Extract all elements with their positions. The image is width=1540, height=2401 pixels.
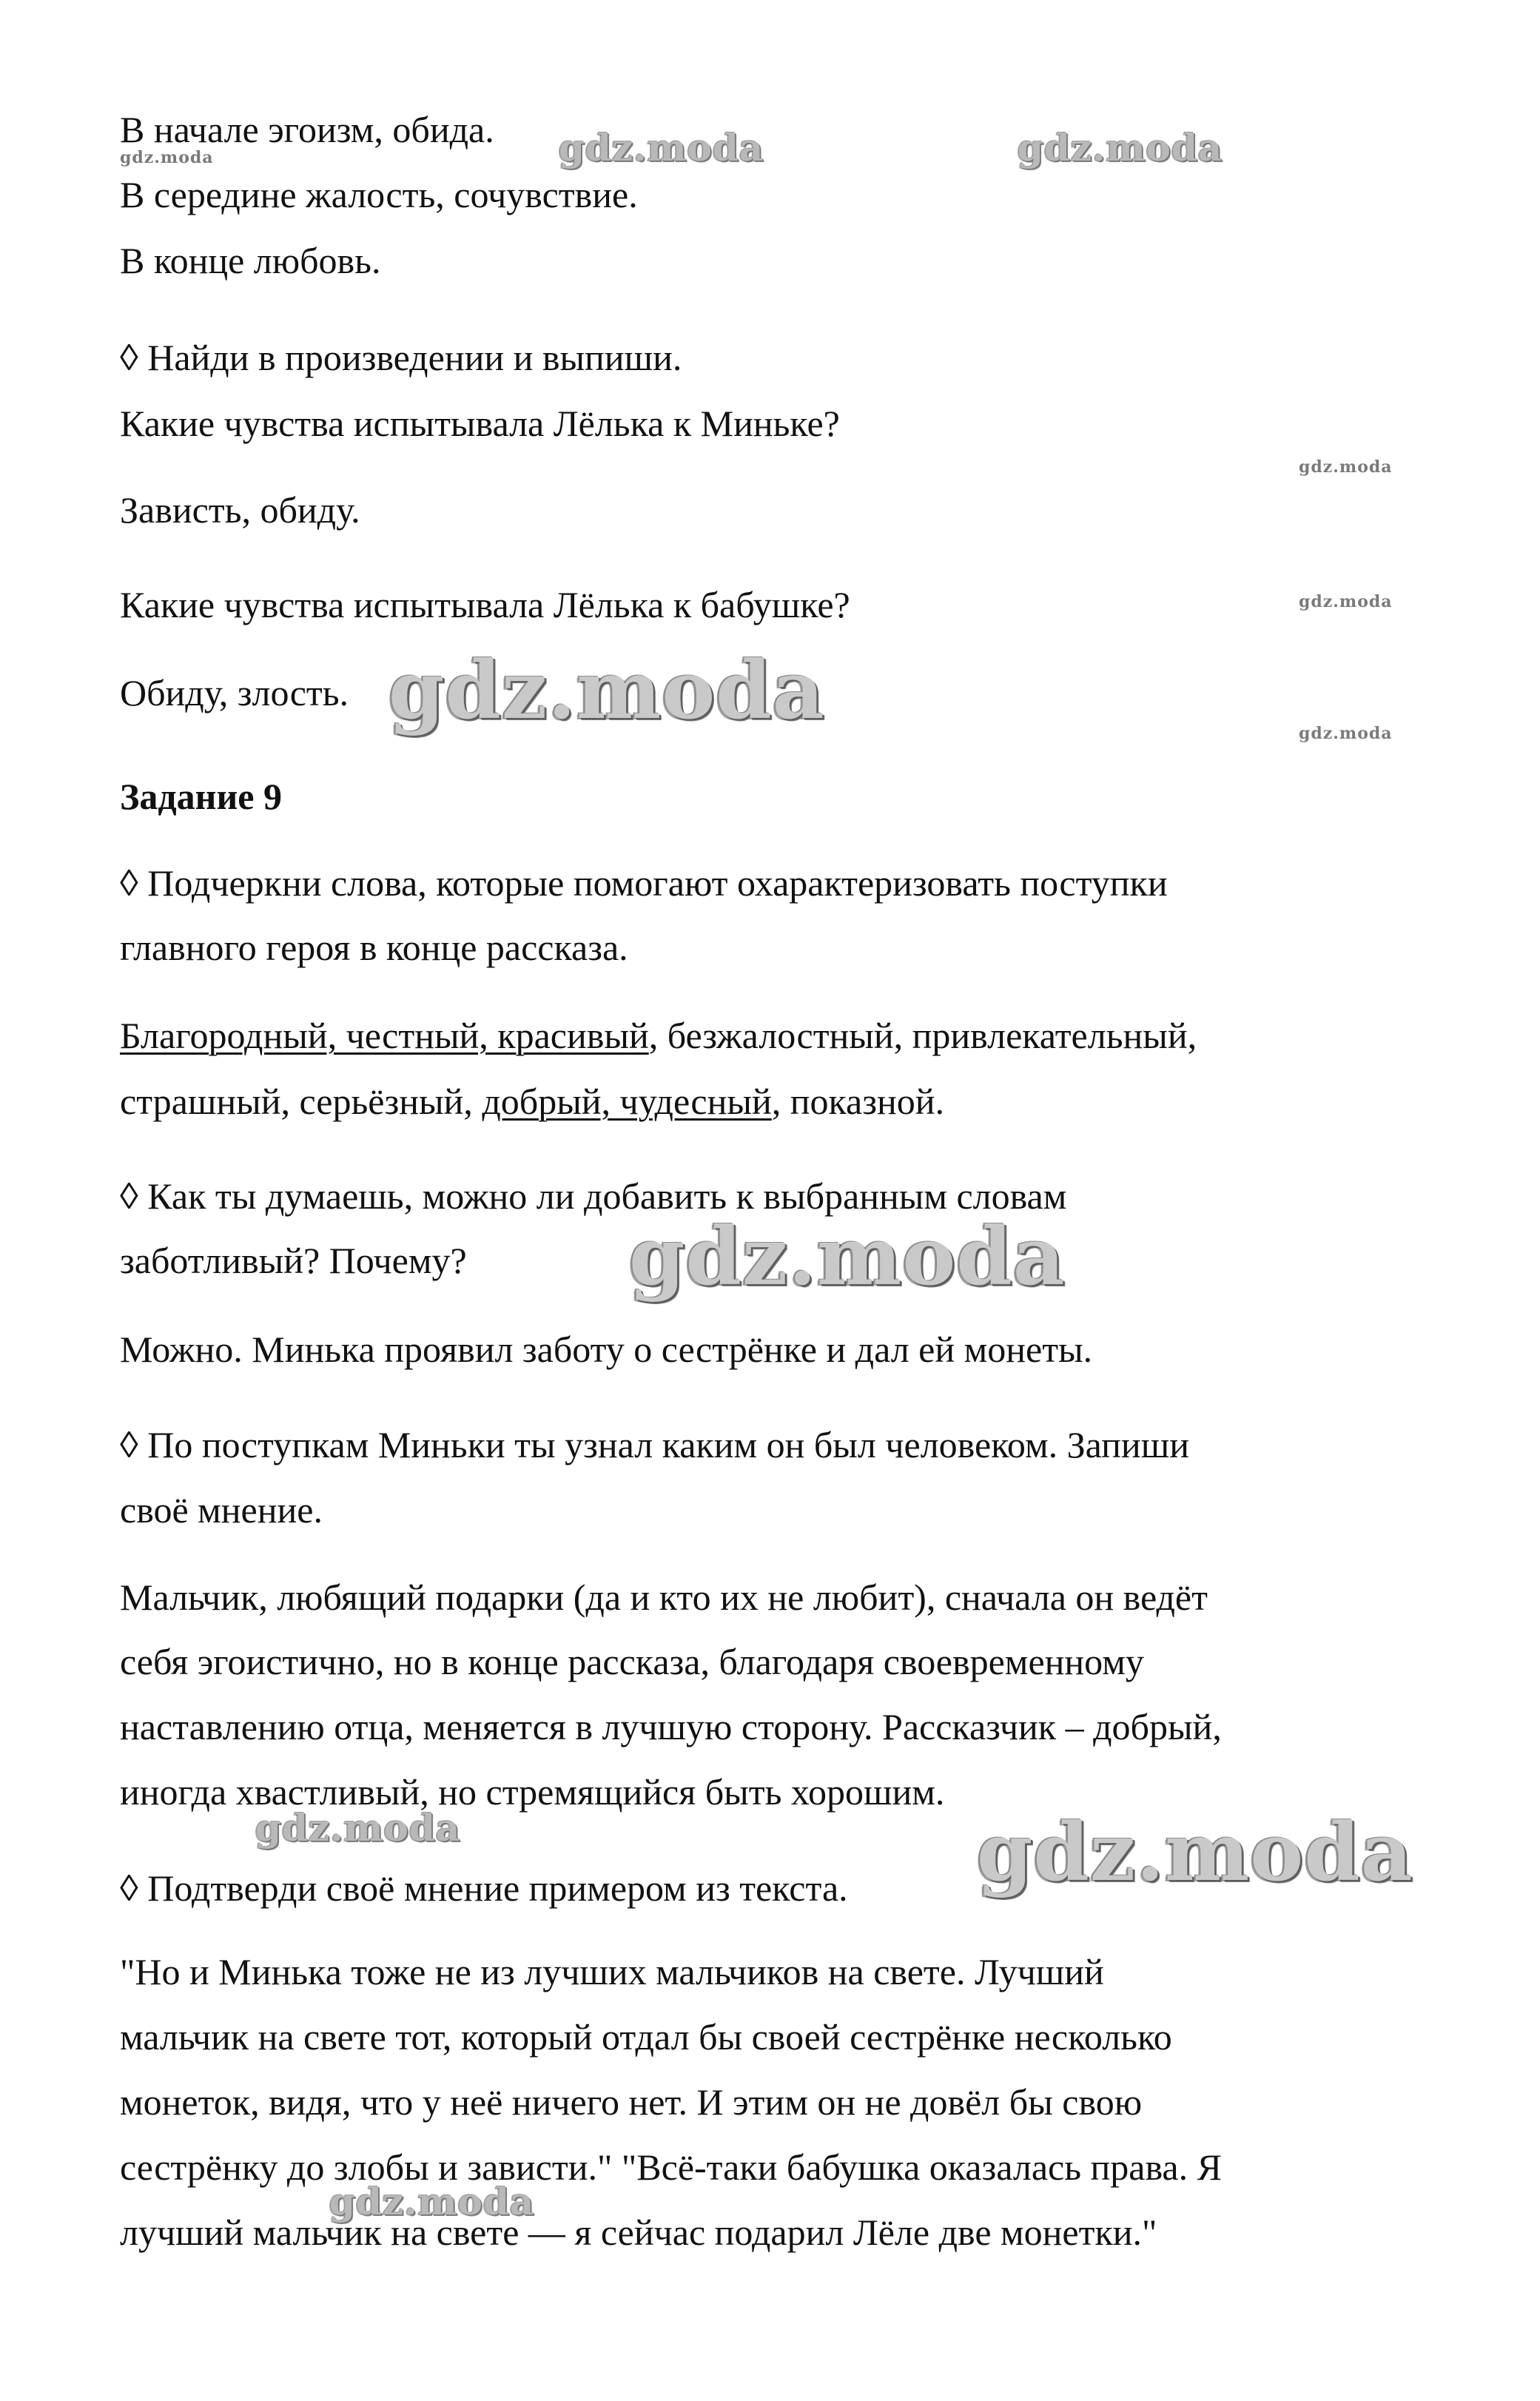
question-line: главного героя в конце рассказа.	[120, 927, 628, 968]
watermark: gdz.moda	[1018, 126, 1223, 169]
answer-line: наставлению отца, меняется в лучшую сторону. Рассказчик – добрый,	[120, 1706, 1222, 1747]
answer-line: Зависть, обиду.	[120, 489, 360, 531]
watermark: gdz.moda	[389, 644, 825, 737]
plain-words: , безжалостный, привлекательный,	[648, 1015, 1197, 1056]
answer-line: Обиду, злость.	[120, 672, 349, 713]
watermark: gdz.moda	[329, 2180, 535, 2223]
answer-line	[120, 1013, 1197, 1058]
task-heading: Задание 9	[120, 776, 282, 817]
answer-line: Мальчик, любящий подарки (да и кто их не любит), сначала он ведёт	[120, 1576, 1208, 1618]
text-line: В начале эгоизм, обида.	[120, 109, 494, 150]
question-line: заботливый? Почему?	[120, 1240, 467, 1281]
text-line: В конце любовь.	[120, 240, 381, 281]
answer-line	[120, 1079, 944, 1124]
watermark: gdz.moda	[977, 1806, 1413, 1899]
watermark: gdz.moda	[629, 1210, 1066, 1303]
quote-line: монеток, видя, что у неё ничего нет. И этим он не довёл бы свою	[120, 2081, 1143, 2123]
answer-line: иногда хвастливый, но стремящийся быть хорошим.	[120, 1771, 945, 1813]
text-line: В середине жалость, сочувствие.	[120, 174, 638, 215]
watermark: gdz.moda	[120, 148, 214, 167]
underlined-words: добрый, чудесный	[482, 1081, 772, 1122]
question-line: ◊ Как ты думаешь, можно ли добавить к выбранным словам	[120, 1175, 1067, 1217]
plain-words: страшный, серьёзный,	[120, 1081, 482, 1122]
watermark: gdz.moda	[559, 126, 764, 169]
quote-line: мальчик на свете тот, который отдал бы своей сестрёнке несколько	[120, 2016, 1172, 2058]
question-line: ◊ Подтверди своё мнение примером из текста.	[120, 1867, 848, 1909]
watermark: gdz.moda	[255, 1806, 461, 1850]
answer-line: Можно. Минька проявил заботу о сестрёнке и дал ей монеты.	[120, 1329, 1093, 1370]
quote-line: "Но и Минька тоже не из лучших мальчиков на свете. Лучший	[120, 1951, 1104, 1992]
watermark: gdz.moda	[1299, 592, 1393, 611]
question-line: Какие чувства испытывала Лёлька к бабушке?	[120, 584, 850, 625]
quote-line: лучший мальчик на свете — я сейчас подарил Лёле две монетки."	[120, 2212, 1157, 2253]
question-line: ◊ Найди в произведении и выпиши.	[120, 337, 682, 378]
question-line: Какие чувства испытывала Лёлька к Миньке?	[120, 403, 840, 444]
plain-words: , показной.	[771, 1081, 944, 1122]
question-line: ◊ По поступкам Миньки ты узнал каким он был человеком. Запиши	[120, 1424, 1189, 1465]
quote-line: сестрёнку до злобы и зависти." "Всё-таки бабушка оказалась права. Я	[120, 2146, 1222, 2188]
underlined-words: Благородный, честный, красивый	[120, 1015, 649, 1056]
answer-line: себя эгоистично, но в конце рассказа, благодаря своевременному	[120, 1641, 1144, 1682]
watermark: gdz.moda	[1299, 457, 1393, 477]
watermark: gdz.moda	[1299, 724, 1393, 743]
question-line: ◊ Подчеркни слова, которые помогают охарактеризовать поступки	[120, 862, 1168, 904]
question-line: своё мнение.	[120, 1489, 323, 1531]
